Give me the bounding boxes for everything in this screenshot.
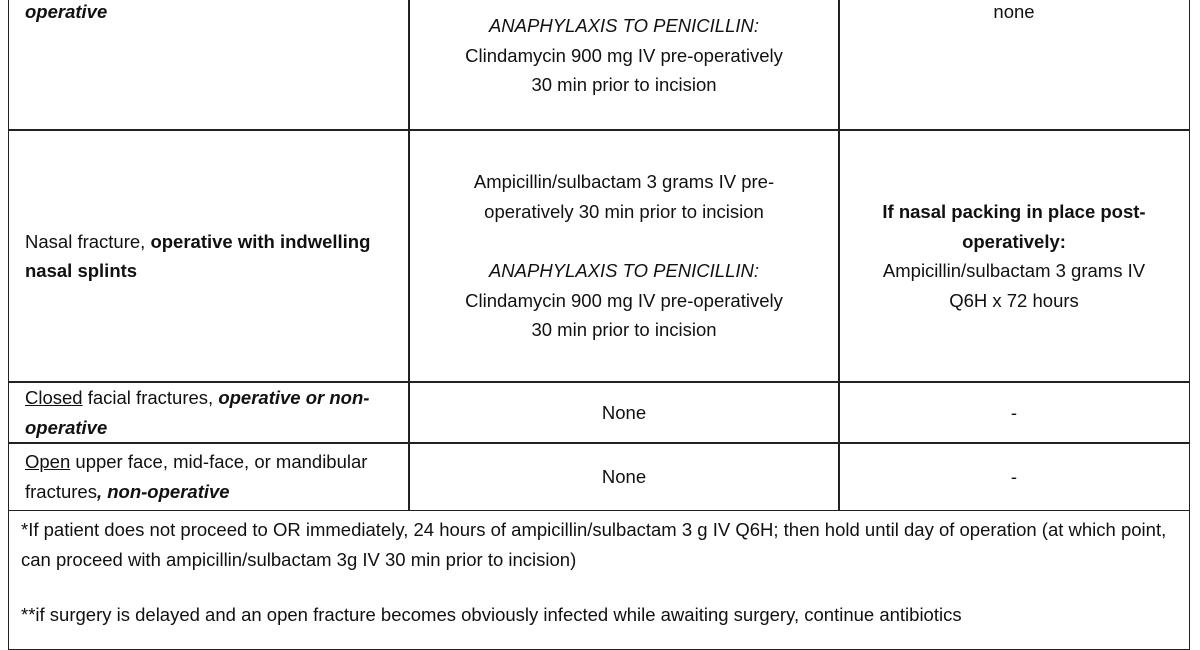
condition-emphasis: , non-operative [96,480,230,502]
row1-postop-cell [838,0,1190,131]
allergy-line: 30 min prior to incision [531,74,717,95]
prophylaxis-line: Ampicillin/sulbactam 3 grams IV pre- [473,171,775,193]
row2-postop-cell [838,129,1190,383]
row1-condition-cell [8,0,410,131]
allergy-line: 30 min prior to incision [531,319,717,341]
postop-label: operatively: [962,230,1066,252]
row4-condition-cell [8,442,410,511]
postop-label: If nasal packing in place post- [882,201,1146,222]
condition-underlined: Closed [25,387,83,408]
prophylaxis-line: operatively 30 min prior to incision [484,200,764,222]
postop-text: none [993,1,1035,22]
footnote: **if surgery is delayed and an open fracture becomes obviously infected while awaiting surgery, continue antibiotics [21,604,962,625]
condition-emphasis: operative with indwelling nasal splints [25,230,371,281]
condition-text: operative [25,1,108,22]
allergy-label: ANAPHYLAXIS TO PENICILLIN: [488,15,760,36]
postop-line: Ampicillin/sulbactam 3 grams IV [882,260,1146,281]
allergy-line: Clindamycin 900 mg IV pre-operatively [465,289,783,311]
allergy-label: ANAPHYLAXIS TO PENICILLIN: [488,260,760,282]
prophylaxis-text: None [601,465,647,487]
condition-text: Nasal fracture, [25,230,151,252]
row4-postop-cell [838,442,1190,511]
postop-text: - [1010,465,1018,487]
row3-condition-cell [8,381,410,444]
condition-text: upper face, mid-face, or mandibular fractures [25,451,368,502]
condition-underlined: Open [25,451,71,472]
prophylaxis-text: None [601,401,647,423]
footnotes-cell [8,510,1190,650]
row4-prophylaxis-cell [408,442,840,511]
row2-prophylaxis-cell [408,129,840,383]
row1-prophylaxis-cell [408,0,840,131]
row3-postop-cell [838,381,1190,444]
allergy-line: Clindamycin 900 mg IV pre-operatively [465,44,783,66]
row3-prophylaxis-cell [408,381,840,444]
postop-line: Q6H x 72 hours [949,289,1079,311]
condition-text: facial fractures, [82,387,219,408]
row2-condition-cell [8,129,410,383]
condition-emphasis: operative or non-operative [25,387,370,438]
footnote: *If patient does not proceed to OR immediately, 24 hours of ampicillin/sulbactam 3 g IV Q6H; then hold until day of operation (at which point, can proceed with ampicillin/sulbactam 3g IV 30 min prior to incision) [21,519,1167,570]
postop-text: - [1010,401,1018,423]
